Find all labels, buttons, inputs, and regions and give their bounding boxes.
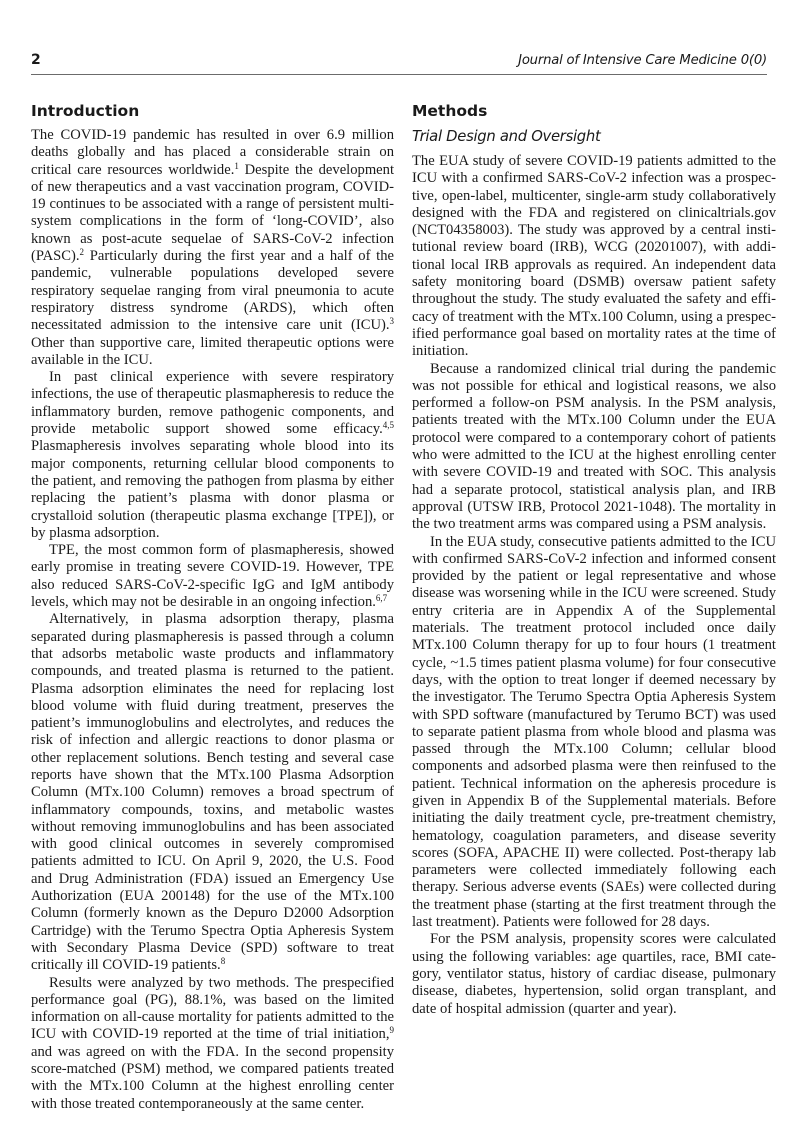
paragraph: Results were analyzed by two methods. The prespecified performance goal (PG), 88.1%, was based on the limited information on all-cause mortality for patients admitted to the ICU with COVID-19 reported at the time of trial initiation,$^9$ and was agreed on with the FDA. In the second propensity score-matched (PSM) method, we compared patients treated with the MTx.100 Column at the highest enrolling center with those treated contemporaneously at the same center. xyxy=(31,974,394,1112)
citation-superscript: 4,5 xyxy=(382,420,394,431)
paragraph: Because a randomized clinical trial during the pandemic was not possible for ethical and logistical reasons, we also performed a follow-on PSM analysis. In the PSM analysis, patients treated with the MTx.100 Column under the EUA protocol were compared to a contemporary cohort of patients who were admitted to the ICU at the highest enrolling center with severe COVID-19 and treated with SOC. This analysis had a separate protocol, statistical analysis plan, and IRB approval (UTSW IRB, Protocol 2021-1048). The mortality in the two treatment arms was compared using a PSM analysis. xyxy=(412,360,776,533)
paragraph: For the PSM analysis, propensity scores were calculated using the following variables: age quartiles, race, BMI category, ventilator status, history of cardiac disease, pulmonary disease, diabetes, hypertension, solid organ transplant, and date of hospital admission (quarter and year). xyxy=(412,931,776,1017)
citation-superscript: 3 xyxy=(389,316,394,327)
citation-superscript: 6,7 xyxy=(375,593,388,604)
running-header xyxy=(31,52,767,75)
introduction-body xyxy=(31,127,394,1113)
section-heading-methods: Methods xyxy=(412,102,488,120)
citation-superscript: 1 xyxy=(234,160,239,171)
citation-superscript: 8 xyxy=(220,956,226,967)
paragraph: The EUA study of severe COVID-19 patients admitted to the ICU with a confirmed SARS-CoV-2 infection was a prospective, open-label, multicenter, single-arm study collaboratively designed with the FDA and registered on clinicaltrials.gov (NCT04358003). The study was approved by a central institutional review board (IRB), WCG (20201007), with additional local IRB approvals as required. An independent data safety monitoring board (DSMB) oversaw patient safety throughout the study. The study evaluated the safety and efficacy of treatment with the MTx.100 Column, using a prespecified performance goal based on mortality rates at the time of initiation. xyxy=(412,153,776,360)
paragraph: TPE, the most common form of plasmapheresis, showed early promise in treating severe COVID-19. However, TPE also reduced SARS-CoV-2-specific IgG and IgM antibody levels, which may not be desirable in an ongoing infection.$^{6,7}$ xyxy=(31,542,394,611)
left-column xyxy=(31,100,394,1113)
paragraph: The COVID-19 pandemic has resulted in over 6.9 million deaths globally and has placed a considerable strain on critical care resources worldwide.$^1$ Despite the development of new therapeutics and a vast vaccination program, COVID-19 continues to be associated with a range of persistent multi-system complications in the form of ‘long-COVID’, also known as post-acute sequelae of SARS-CoV-2 infection (PASC).$^2$ Particularly during the first year and a half of the pandemic, vulnerable populations developed severe respiratory sequelae ranging from viral pneumonia to acute respiratory distress syndrome (ARDS), which often necessitated admission to the intensive care unit (ICU).$^3$ Other than supportive care, limited therapeutic options were available in the ICU. xyxy=(31,127,394,368)
section-heading-introduction: Introduction xyxy=(31,102,140,120)
right-column xyxy=(412,100,776,1018)
citation-superscript: 9 xyxy=(389,1025,394,1036)
methods-body xyxy=(412,153,776,1018)
paragraph: In past clinical experience with severe respiratory infections, the use of therapeutic plasmapheresis to reduce the inflammatory burden, remove pathogenic components, and provide metabolic support showed some efficacy.$^{4,5}$ Plasmapheresis involves separating whole blood into its major components, returning cellular blood components to the patient, and removing the pathogen from plasma by either replacing the patient’s plasma with donor plasma or crystalloid solution (therapeutic plasma exchange [TPE]), or by plasma adsorption. xyxy=(31,369,394,541)
citation-superscript: 2 xyxy=(79,247,85,258)
journal-title: Journal of Intensive Care Medicine 0(0) xyxy=(518,53,767,68)
paragraph: Alternatively, in plasma adsorption therapy, plasma separated during plasmapheresis is passed through a column that adsorbs metabolic waste products and inflammatory compounds, and treated plasma is returned to the patient. Plasma adsorption eliminates the need for replacing lost blood volume with fluid during treatment, preserves the patient’s immunoglobulins and electrolytes, and reduces the risk of infection and allergic reactions to donor plasma or other replacement solutions. Bench testing and several case reports have shown that the MTx.100 Plasma Adsorption Column (MTx.100 Column) removes a broad spectrum of inflammatory compounds, toxins, and metabolic wastes without removing immunoglobulins and has been associated with good clinical outcomes in severely compromised patients admitted to ICU. On April 9, 2020, the U.S. Food and Drug Administration (FDA) issued an Emergency Use Authorization (EUA 200148) for the use of the MTx.100 Column (formerly known as the Depuro D2000 Adsorption Cartridge) with the Terumo Spectra Optia Apheresis System with Secondary Plasma Device (SPD) software to treat critically ill COVID-19 patients.$^8$ xyxy=(31,611,394,974)
paragraph: In the EUA study, consecutive patients admitted to the ICU with confirmed SARS-CoV-2 infection and informed consent provided by the patient or legal representative and whose disease was worsening while in the ICU were screened. Study entry criteria are in Appendix A of the Supplemental materials. The treatment protocol included once daily MTx.100 Column therapy for up to four hours (1 treatment cycle, ~1.5 times patient plasma volume) for four consecutive days, with the option to treat longer if deemed necessary by the investigator. The Terumo Spectra Optia Apheresis System with SPD software (manufactured by Terumo BCT) was used to separate patient plasma from whole blood and plasma was passed through the MTx.100 Column; cellular blood components and adsorbed plasma were then reinfused to the patient. Technical information on the apheresis procedure is given in Appendix B of the Supplemental materials. Before initiating the daily treatment cycle, pre-treatment chemistry, hematology, coagulation parameters, and disease severity scores (SOFA, APACHE II) were collected. Post-therapy lab parameters were collected immediately following each therapy. Serious adverse events (SAEs) were collected during the treatment phase (starting at the first treatment through the last treatment). Patients were followed for 28 days. xyxy=(412,533,776,931)
page-number: 2 xyxy=(31,52,41,68)
subsection-heading: Trial Design and Oversight xyxy=(412,128,601,145)
